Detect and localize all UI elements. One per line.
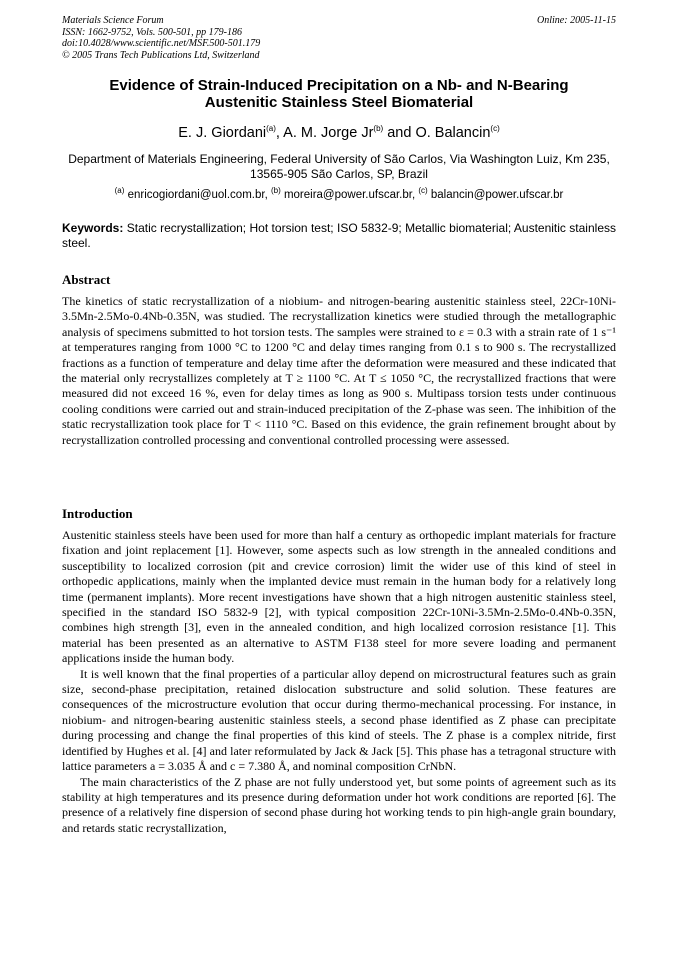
title-line-2: Austenitic Stainless Steel Biomaterial bbox=[204, 94, 474, 111]
author-2-mark: (b) bbox=[373, 124, 384, 134]
intro-paragraph-1: Austenitic stainless steels have been used for more than half a century as orthopedic implant materials for fracture fixation and joint replacement [1]. However, some aspects such as low strength in the annealed conditions and susceptibility to localized corrosion (pit and crevice corrosion) limit the wider use of this kind of steel in orthopedic applications, mainly when the implanted device must remain in the human body for a relatively long time (permanent implants). More recent investigations have shown that a high nitrogen austenitic stainless steel, specified in the standard ISO 5832-9 [2], with typical composition 22Cr-10Ni-3.5Mn-2.5Mo-0.4Nb-0.35N, combines high strength [3], even in the annealed condition, and high localized corrosion resistance [1]. This material has been presented as an alternative to ASTM F138 steel for more severe loading and permanent applications inside the human body. bbox=[62, 528, 616, 666]
title-line-1: Evidence of Strain-Induced Precipitation on a Nb- and N-Bearing bbox=[109, 77, 569, 94]
author-separator-2: and bbox=[383, 125, 416, 141]
intro-paragraph-2: It is well known that the final properties of a particular alloy depend on microstructural features such as grain size, second-phase precipitation, retained dislocation substructure and solid solution. These features are consequences of the microstructure evolution that occur during thermo-mechanical processing. For instance, in niobium- and nitrogen-bearing austenitic stainless steels, a second phase identified as Z phase can precipitate during processing and change the final properties of this kind of steels. The Z phase is a complex nitride, first identified by Hughes et al. [4] and later reformulated by Jack & Jack [5]. This phase has a tetragonal structure with lattice parameters a = 3.035 Å and c = 7.380 Å, and nominal composition CrNbN. bbox=[62, 666, 616, 774]
doi-line: doi:10.4028/www.scientific.net/MSF.500-501.179 bbox=[62, 38, 261, 49]
author-list bbox=[62, 125, 616, 142]
email-3-mark: (c) bbox=[418, 186, 428, 196]
keywords-label: Keywords: bbox=[62, 221, 124, 235]
author-1-mark: (a) bbox=[266, 124, 276, 134]
paper-title bbox=[62, 77, 616, 111]
author-2: A. M. Jorge Jr bbox=[283, 125, 374, 141]
copyright-line: © 2005 Trans Tech Publications Ltd, Switzerland bbox=[62, 49, 260, 61]
affiliation: Department of Materials Engineering, Federal University of São Carlos, Via Washington Luiz, Km 235, 13565-905 São Carlos, SP, Brazil bbox=[68, 152, 610, 181]
email-1-mark: (a) bbox=[114, 186, 125, 196]
journal-header bbox=[62, 15, 616, 61]
author-separator-1: , bbox=[275, 125, 284, 141]
email-2: moreira@power.ufscar.br, bbox=[280, 189, 419, 201]
email-2-mark: (b) bbox=[270, 186, 281, 196]
email-1: enricogiordani@uol.com.br, bbox=[124, 189, 271, 201]
intro-paragraph-3: The main characteristics of the Z phase are not fully understood yet, but some points of agreement such as its stability at high temperatures and its presence during deformation under hot work conditions are reported [6]. The presence of a relatively fine dispersion of second phase during hot working tends to pin high-angle grain boundary, and retards static recrystallization, bbox=[62, 774, 616, 835]
journal-name: Materials Science Forum bbox=[62, 15, 164, 26]
abstract-body bbox=[62, 294, 616, 448]
email-3: balancin@power.ufscar.br bbox=[427, 189, 564, 201]
author-1: E. J. Giordani bbox=[178, 125, 267, 141]
abstract-text: The kinetics of static recrystallization of a niobium- and nitrogen-bearing austenitic stainless steel, 22Cr-10Ni-3.5Mn-2.5Mo-0.4Nb-0.35N, was studied. The recrystallization kinetics were studied through the metallographic analysis of specimens submitted to hot torsion tests. The samples were strained to ε = 0.3 with a strain rate of 1 s⁻¹ at temperatures ranging from 1000 °C to 1200 °C and delay times ranging from 0.1 s to 900 s. The recrystallized fractions as a function of temperature and delay time after the deformation were measured and these indicated that the material only recrystallizes completely at T ≥ 1100 °C. At T ≤ 1050 °C, the recrystallized fractions that were measured did not exceed 16 %, even for delay times as long as 900 s. Multipass torsion tests under continuous cooling conditions were carried out and strain-induced precipitation of the Z-phase was seen. The inhibition of the static recrystallization took place for T < 1110 °C. Based on this evidence, the grain refinement brought about by recrystallization controlled processing and conventional controlled processing were assessed. bbox=[62, 294, 616, 447]
issn-line: ISSN: 1662-9752, Vols. 500-501, pp 179-186 bbox=[62, 26, 242, 38]
online-date: Online: 2005-11-15 bbox=[537, 15, 616, 26]
keywords bbox=[62, 221, 616, 251]
keywords-text: Static recrystallization; Hot torsion test; ISO 5832-9; Metallic biomaterial; Austenitic stainless steel. bbox=[62, 221, 616, 250]
author-3: O. Balancin bbox=[415, 125, 491, 141]
abstract-heading: Abstract bbox=[62, 272, 111, 287]
introduction-heading: Introduction bbox=[62, 506, 133, 521]
author-3-mark: (c) bbox=[490, 124, 500, 134]
introduction-body bbox=[62, 528, 616, 836]
email-list bbox=[62, 188, 616, 202]
